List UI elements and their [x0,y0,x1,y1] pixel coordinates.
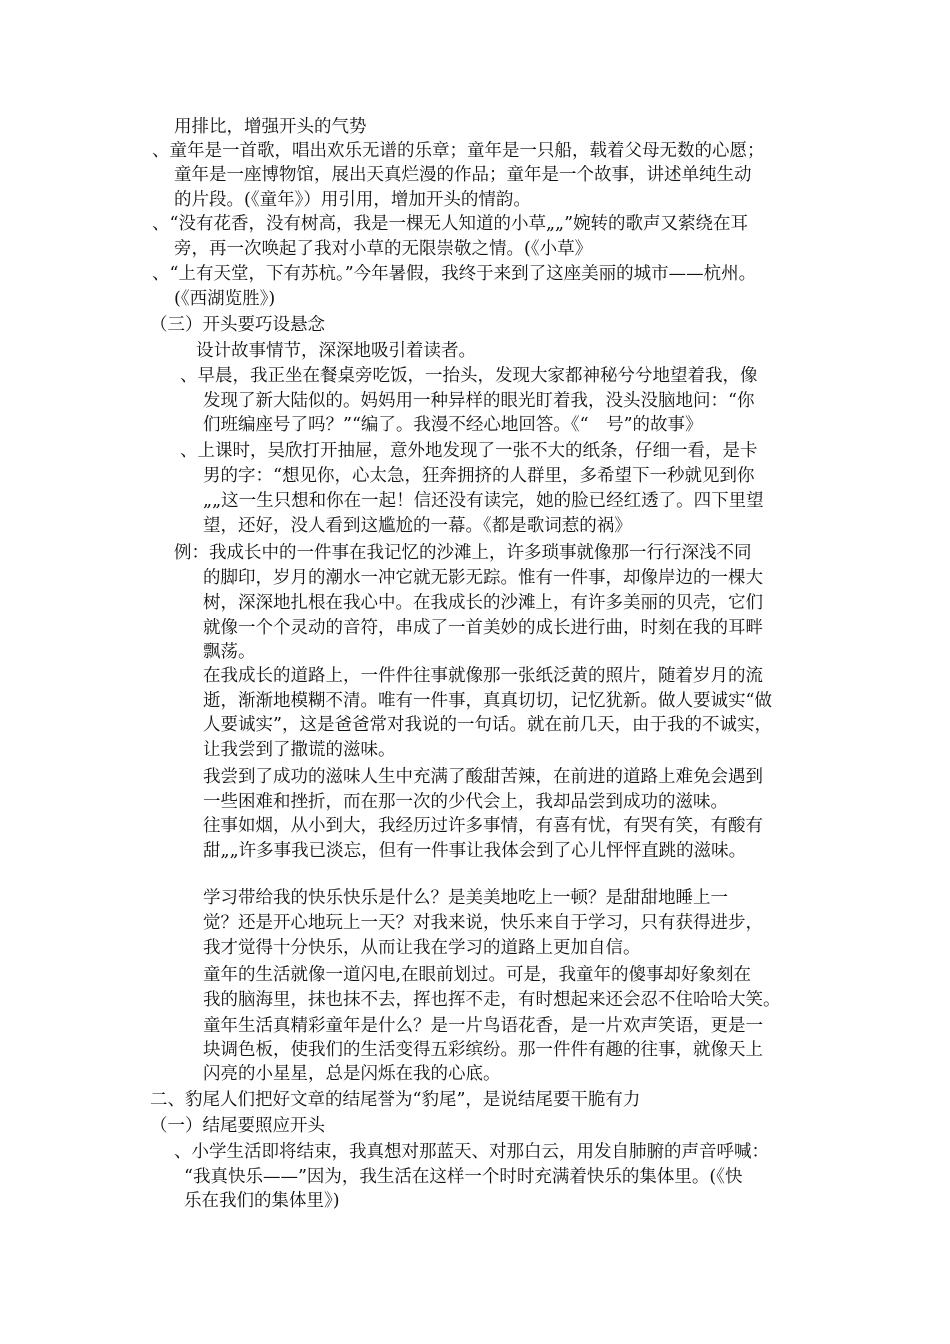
text-line: 、小学生活即将结束，我真想对那蓝天、对那白云，用发自肺腑的声音呼喊： [174,1142,769,1162]
text-line: 一些困难和挫折，而在那一次的少代会上，我却品尝到成功的滋味。 [203,792,728,812]
text-line: 闪亮的小星星，总是闪烁在我的心底。 [203,1064,501,1084]
text-line: 觉？还是开心地玩上一天？对我来说，快乐来自于学习，只有获得进步， [203,913,763,933]
section-heading: （一）结尾要照应开头 [150,1116,325,1136]
text-line: 童年生活真精彩童年是什么？是一片鸟语花香，是一片欢声笑语，更是一 [203,1016,763,1036]
text-line: 我的脑海里，抹也抹不去，挥也挥不走，有时想起来还会忍不住哈哈大笑。 [203,990,781,1010]
text-line: 甜„„许多事我已淡忘，但有一件事让我体会到了心儿怦怦直跳的滋味。 [203,841,747,861]
text-line: 让我尝到了撒谎的滋味。 [203,740,396,760]
section-heading: 二、豹尾人们把好文章的结尾誉为“豹尾”，是说结尾要干脆有力 [150,1090,641,1110]
text-line: 人要诚实”，这是爸爸常对我说的一句话。就在前几天，由于我的不诚实， [203,715,772,735]
text-line: 乐在我们的集体里》) [184,1191,340,1211]
text-line: 用排比，增强开头的气势 [174,117,367,137]
text-line: 我才觉得十分快乐，从而让我在学习的道路上更加自信。 [203,938,641,958]
text-line: „„这一生只想和你在一起！信还没有读完，她的脸已经红透了。四下里望 [203,491,764,511]
text-line: 我尝到了成功的滋味人生中充满了酸甜苦辣，在前进的道路上难免会遇到 [203,767,763,787]
text-line: 在我成长的道路上，一件件往事就像那一张纸泛黄的照片，随着岁月的流 [203,666,763,686]
text-line: 的片段。(《童年》）用引用，增加开头的情韵。 [174,190,531,210]
text-line: 逝，渐渐地模糊不清。唯有一件事，真真切切，记忆犹新。做人要诚实“做 [203,691,772,711]
section-heading: （三）开头要巧设悬念 [150,315,325,335]
text-line: 树，深深地扎根在我心中。在我成长的沙滩上，有许多美丽的贝壳，它们 [203,593,763,613]
text-line: 、童年是一首歌，唱出欢乐无谱的乐章；童年是一只船，载着父母无数的心愿； [152,141,765,161]
text-line: 童年的生活就像一道闪电,在眼前划过。可是，我童年的傻事却好象刻在 [203,965,752,985]
text-line: 飘荡。 [203,642,256,662]
text-line: 、上课时，吴欣打开抽屉，意外地发现了一张不大的纸条，仔细一看，是卡 [180,441,758,461]
text-line: 设计故事情节，深深地吸引着读者。 [196,341,476,361]
text-line: 学习带给我的快乐快乐是什么？是美美地吃上一顿？是甜甜地睡上一 [203,888,728,908]
text-line: 、“上有天堂，下有苏杭。”今年暑假，我终于来到了这座美丽的城市——杭州。 [152,264,757,284]
text-line: 、早晨，我正坐在餐桌旁吃饭，一抬头，发现大家都神秘兮兮地望着我，像 [180,366,758,386]
text-line: 旁，再一次唤起了我对小草的无限崇敬之情。(《小草》 [174,239,593,259]
text-line: 的脚印，岁月的潮水一冲它就无影无踪。惟有一件事，却像岸边的一棵大 [203,568,763,588]
text-line: 发现了新大陆似的。妈妈用一种异样的眼光盯着我，没头没脑地问：“你 [203,391,755,411]
text-line: 望，还好，没人看到这尴尬的一幕。《都是歌词惹的祸》 [203,516,632,536]
text-line: 、“没有花香，没有树高，我是一棵无人知道的小草„„”婉转的歌声又萦绕在耳 [152,214,749,234]
text-line: “我真快乐——”因为，我生活在这样一个时时充满着快乐的集体里。(《快 [184,1167,743,1187]
text-line: 们班编座号了吗？”“编了。我漫不经心地回答。《“ 号”的故事》 [203,415,703,435]
text-line: 例：我成长中的一件事在我记忆的沙滩上，许多琐事就像那一行行深浅不同 [174,543,752,563]
text-line: 块调色板，使我们的生活变得五彩缤纷。那一件件有趣的往事，就像天上 [203,1040,763,1060]
text-line: (《西湖览胜》) [174,289,276,309]
text-line: 就像一个个灵动的音符，串成了一首美妙的成长进行曲，时刻在我的耳畔 [203,618,763,638]
text-line: 往事如烟，从小到大，我经历过许多事情，有喜有忧，有哭有笑，有酸有 [203,816,763,836]
text-line: 童年是一座博物馆，展出天真烂漫的作品；童年是一个故事，讲述单纯生动 [174,165,752,185]
text-line: 男的字：“想见你，心太急，狂奔拥挤的人群里，多希望下一秒就见到你 [203,466,755,486]
